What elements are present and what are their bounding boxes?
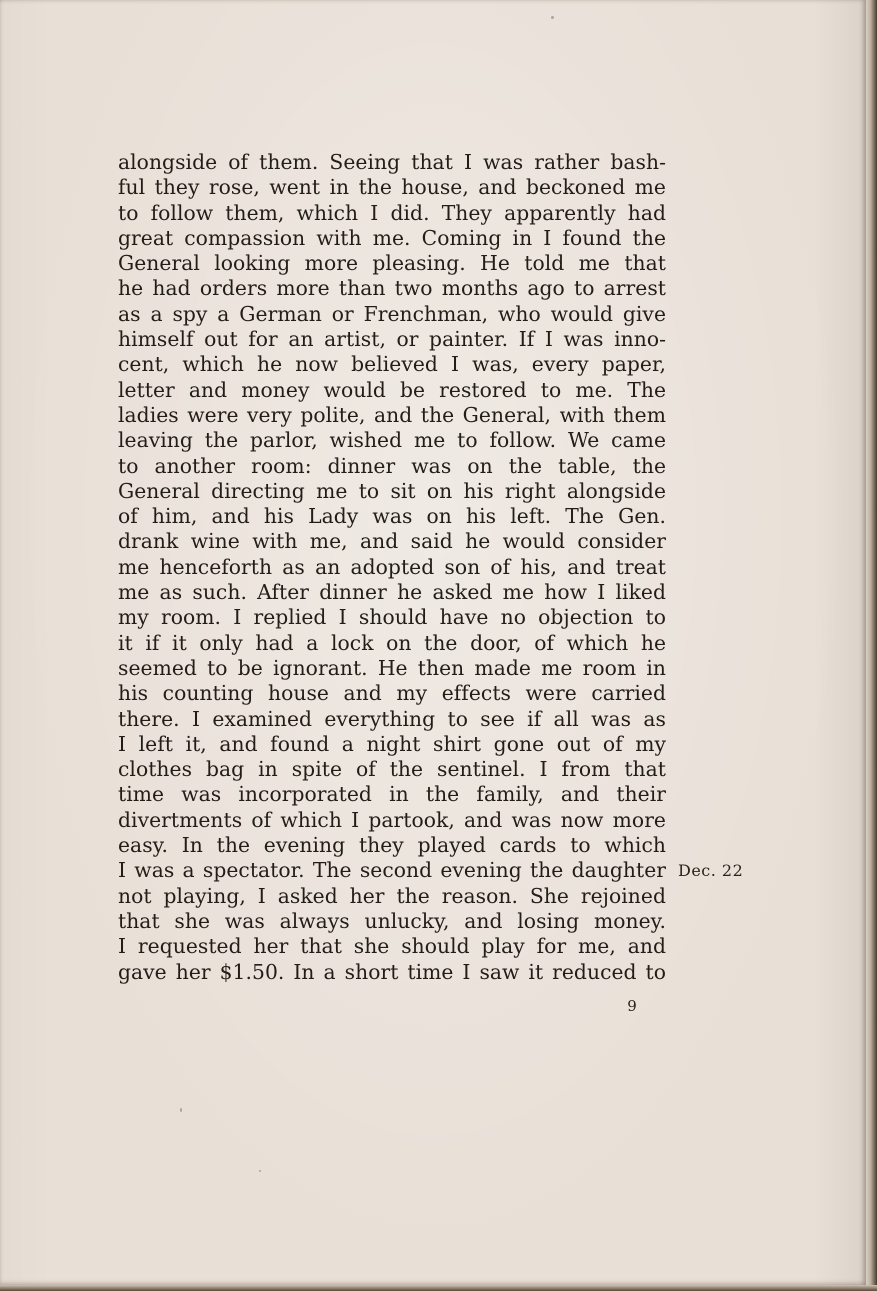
text-line: divertments of which I partook, and was now more (118, 807, 666, 832)
page-edge-bottom (0, 1285, 877, 1291)
page-number: 9 (627, 997, 637, 1015)
text-line: he had orders more than two months ago to arrest (118, 276, 666, 301)
paper-speck (259, 1170, 261, 1172)
margin-date-note: Dec. 22 (678, 861, 744, 880)
text-line: as a spy a German or Frenchman, who would give (118, 301, 666, 326)
text-line: I was a spectator. The second evening the daughter (118, 858, 666, 883)
text-line: leaving the parlor, wished me to follow. We came (118, 428, 666, 453)
text-line: General looking more pleasing. He told me that (118, 251, 666, 276)
text-line: of him, and his Lady was on his left. The Gen. (118, 504, 666, 529)
text-line: I left it, and found a night shirt gone out of my (118, 731, 666, 756)
body-text (118, 150, 666, 985)
text-line: not playing, I asked her the reason. She rejoined (118, 883, 666, 908)
text-line: clothes bag in spite of the sentinel. I from that (118, 757, 666, 782)
text-line: ladies were very polite, and the General, with them (118, 402, 666, 427)
text-line: seemed to be ignorant. He then made me room in (118, 655, 666, 680)
text-line: my room. I replied I should have no objection to (118, 605, 666, 630)
text-line: ful they rose, went in the house, and beckoned me (118, 175, 666, 200)
text-line: himself out for an artist, or painter. If I was inno- (118, 327, 666, 352)
text-line: gave her $1.50. In a short time I saw it reduced to (118, 959, 666, 984)
text-line: cent, which he now believed I was, every paper, (118, 352, 666, 377)
text-line: great compassion with me. Coming in I found the (118, 225, 666, 250)
page-edge-right (866, 0, 877, 1291)
text-line: there. I examined everything to see if all was as (118, 706, 666, 731)
text-line: drank wine with me, and said he would consider (118, 529, 666, 554)
paper-speck (180, 1108, 182, 1112)
text-line: letter and money would be restored to me. The (118, 377, 666, 402)
text-line: alongside of them. Seeing that I was rather bash- (118, 150, 666, 174)
text-line: to another room: dinner was on the table, the (118, 453, 666, 478)
text-line: I requested her that she should play for me, and (118, 934, 666, 959)
text-line: that she was always unlucky, and losing money. (118, 908, 666, 933)
text-line: me as such. After dinner he asked me how I liked (118, 580, 666, 605)
text-line: easy. In the evening they played cards to which (118, 833, 666, 858)
text-line: to follow them, which I did. They apparently had (118, 200, 666, 225)
text-line: time was incorporated in the family, and their (118, 782, 666, 807)
text-line: his counting house and my effects were carried (118, 681, 666, 706)
paper-speck (551, 16, 554, 19)
text-line: me henceforth as an adopted son of his, and treat (118, 554, 666, 579)
text-line: General directing me to sit on his right alongside (118, 478, 666, 503)
text-line: it if it only had a lock on the door, of which he (118, 630, 666, 655)
